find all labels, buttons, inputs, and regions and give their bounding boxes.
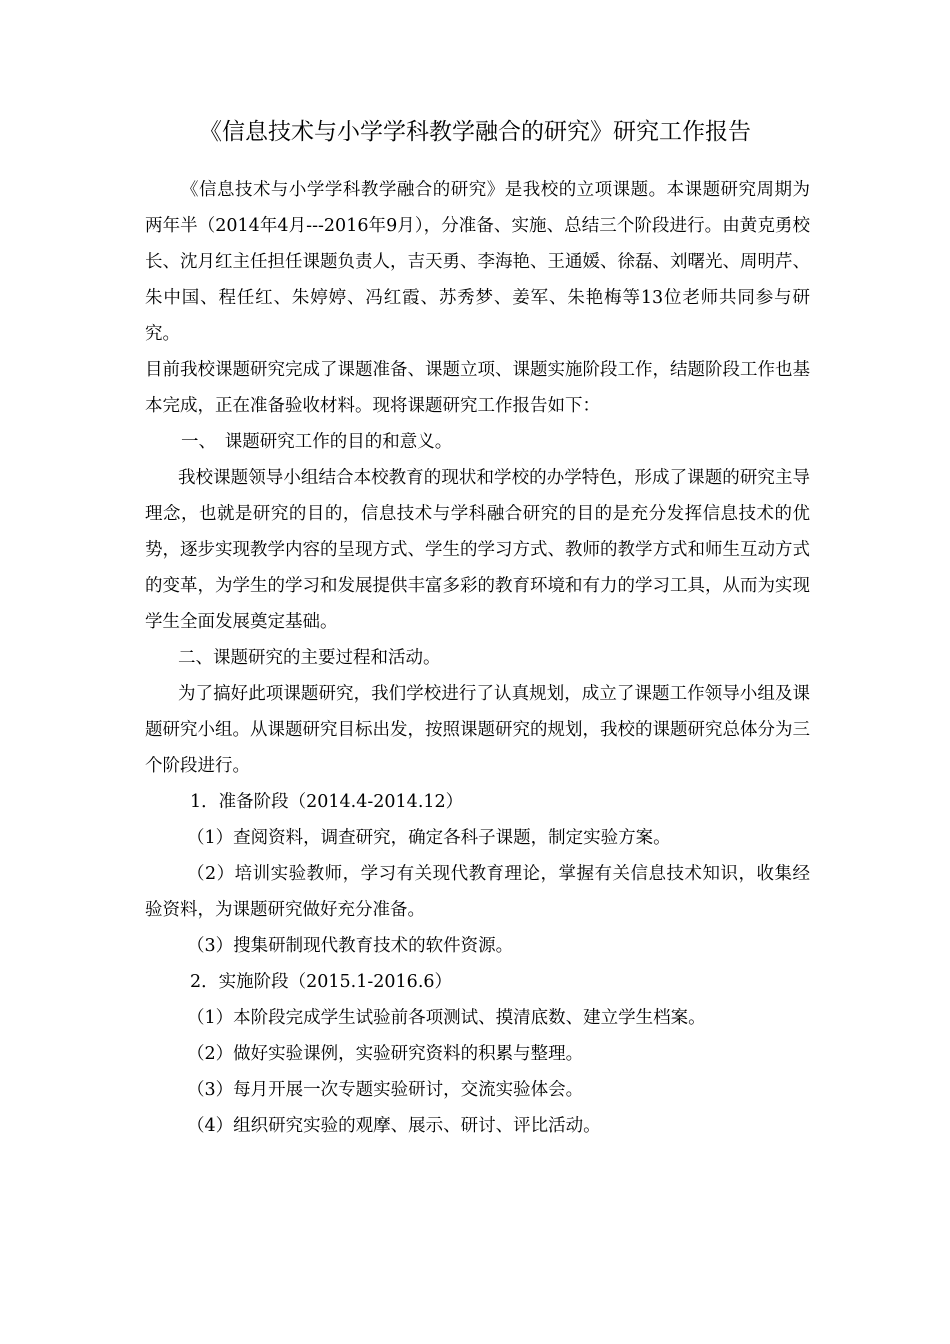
document-title: 《信息技术与小学学科教学融合的研究》研究工作报告 bbox=[199, 119, 751, 145]
stage-2-item-2: （2）做好实验课例，实验研究资料的积累与整理。 bbox=[187, 1044, 584, 1064]
process-paragraph: 为了搞好此项课题研究，我们学校进行了认真规划，成立了课题工作领导小组及课题研究小组。从课题研究目标出发，按照课题研究的规划，我校的课题研究总体分为三个阶段进行。 bbox=[145, 684, 810, 776]
stage-1-item-1: （1）查阅资料，调查研究，确定各科子课题，制定实验方案。 bbox=[187, 828, 671, 848]
section-heading-1: 一、 课题研究工作的目的和意义。 bbox=[181, 432, 453, 452]
stage-1-item-2: （2）培训实验教师，学习有关现代教育理论，掌握有关信息技术知识，收集经验资料，为课题研究做好充分准备。 bbox=[145, 864, 810, 920]
stage-2-item-3: （3）每月开展一次专题实验研讨，交流实验体会。 bbox=[187, 1080, 584, 1100]
intro-paragraph: 《信息技术与小学学科教学融合的研究》是我校的立项课题。本课题研究周期为两年半（2014年4月---2016年9月），分准备、实施、总结三个阶段进行。由黄克勇校长、沈月红主任担任课题负责人，吉天勇、李海艳、王通媛、徐磊、刘曙光、周明芹、朱中国、程任红、朱婷婷、冯红霞、苏秀梦、姜军、朱艳梅等13位老师共同参与研究。 bbox=[145, 180, 810, 344]
stage-heading-1: 1．准备阶段（2014.4-2014.12） bbox=[190, 792, 464, 812]
section-heading-2: 二、课题研究的主要过程和活动。 bbox=[178, 648, 441, 668]
document-body bbox=[145, 172, 810, 1144]
stage-1-item-3: （3）搜集研制现代教育技术的软件资源。 bbox=[187, 936, 514, 956]
stage-2-item-4: （4）组织研究实验的观摩、展示、研讨、评比活动。 bbox=[187, 1116, 601, 1136]
stage-2-item-1: （1）本阶段完成学生试验前各项测试、摸清底数、建立学生档案。 bbox=[187, 1008, 706, 1028]
purpose-paragraph: 我校课题领导小组结合本校教育的现状和学校的办学特色，形成了课题的研究主导理念，也就是研究的目的，信息技术与学科融合研究的目的是充分发挥信息技术的优势，逐步实现教学内容的呈现方式、学生的学习方式、教师的教学方式和师生互动方式的变革，为学生的学习和发展提供丰富多彩的教育环境和有力的学习工具，从而为实现学生全面发展奠定基础。 bbox=[145, 468, 810, 632]
status-paragraph: 目前我校课题研究完成了课题准备、课题立项、课题实施阶段工作，结题阶段工作也基本完成，正在准备验收材料。现将课题研究工作报告如下： bbox=[145, 360, 810, 416]
stage-heading-2: 2．实施阶段（2015.1-2016.6） bbox=[190, 972, 453, 992]
